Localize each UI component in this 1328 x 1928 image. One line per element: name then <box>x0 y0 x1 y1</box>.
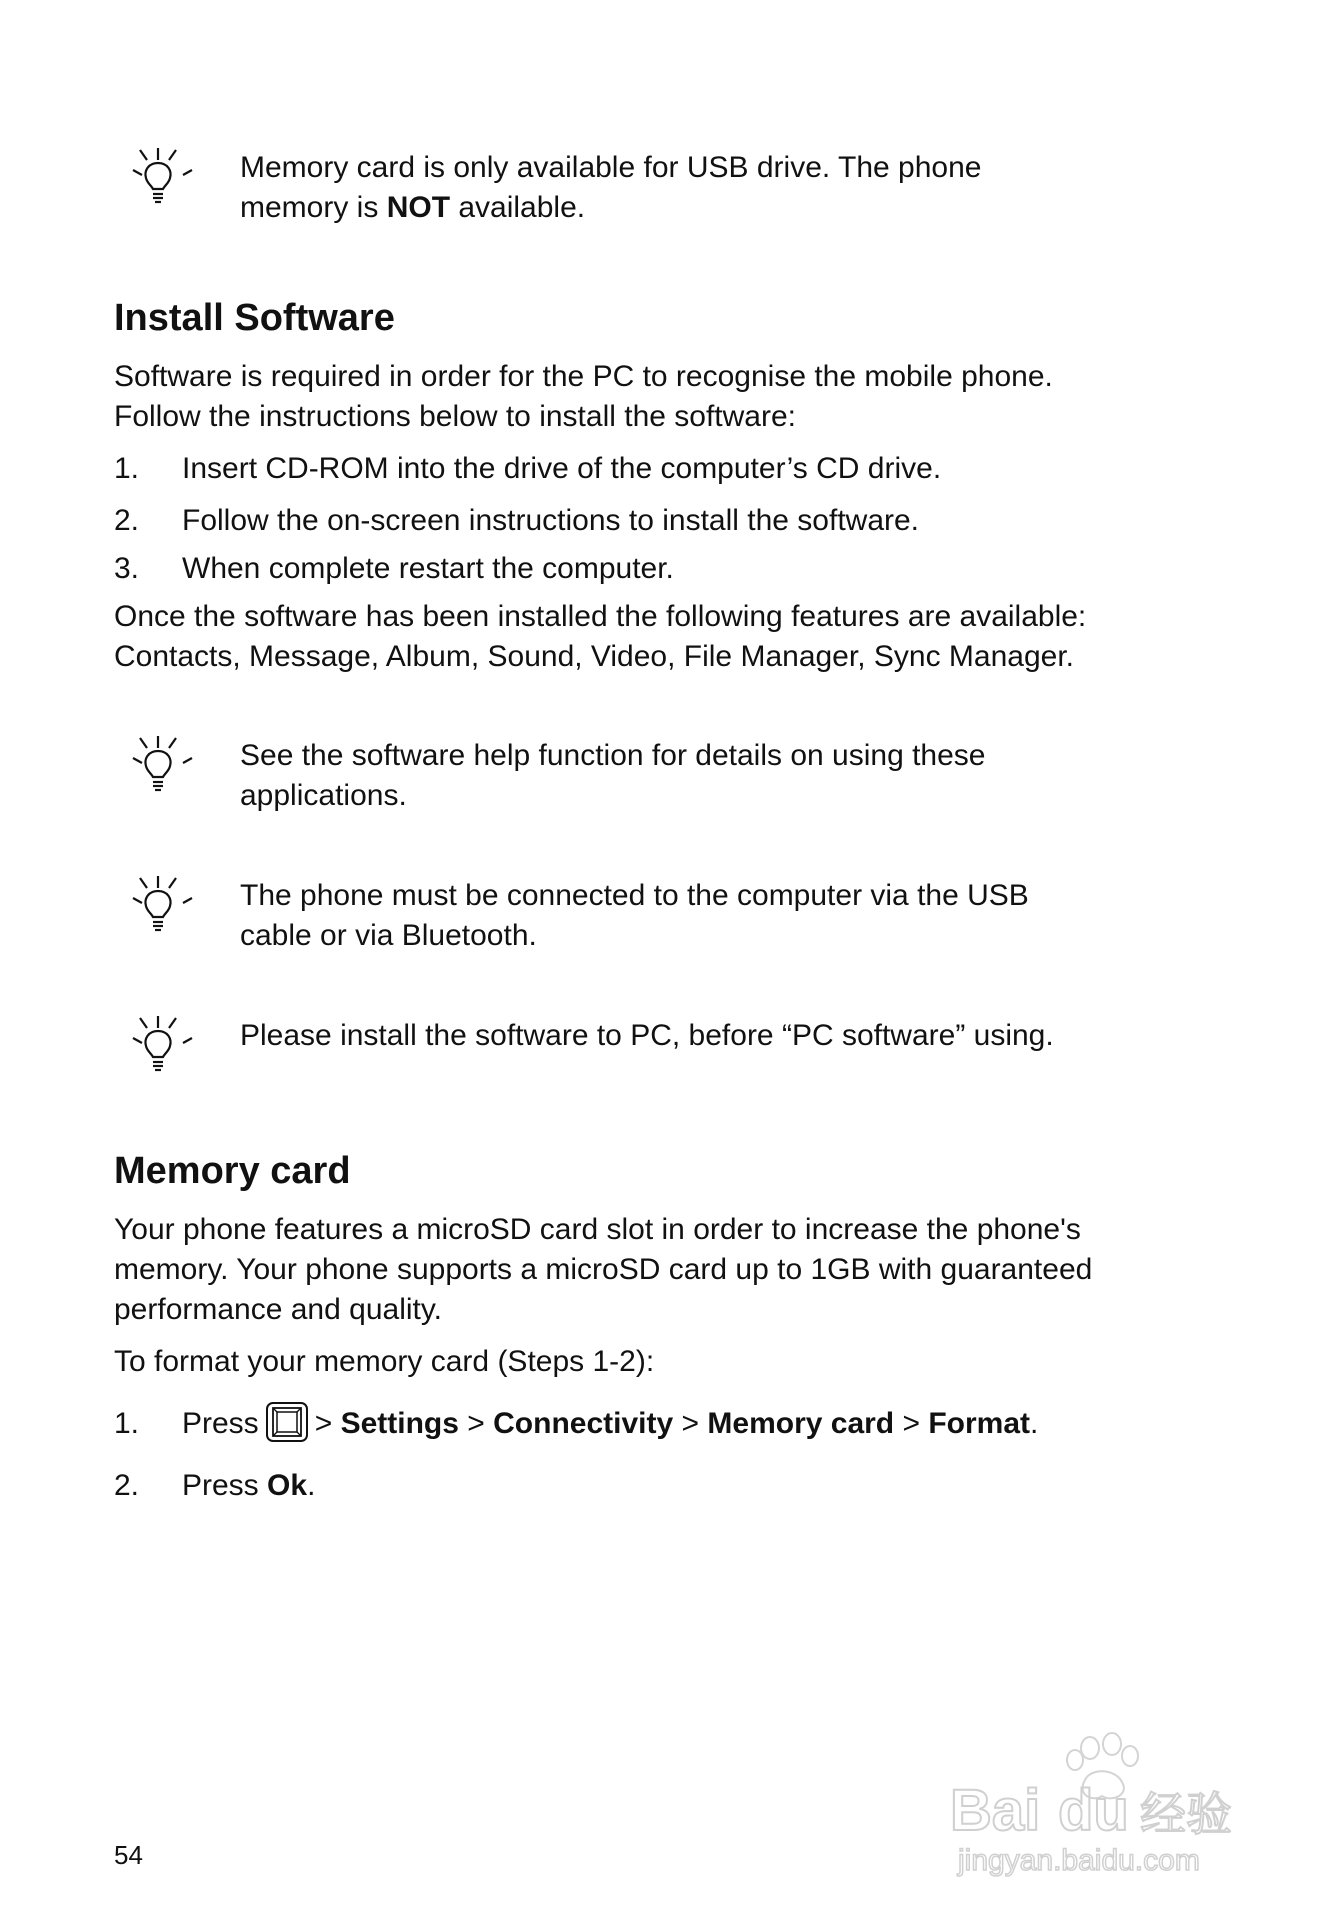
separator: > <box>314 1407 333 1440</box>
list-text <box>182 1466 315 1506</box>
svg-text:经验: 经验 <box>1140 1787 1232 1841</box>
ok-label: Ok <box>267 1469 308 1502</box>
lightbulb-icon <box>130 148 210 228</box>
note-line-post: available. <box>450 191 586 224</box>
note-line: cable or via Bluetooth. <box>240 919 537 952</box>
separator: > <box>467 1407 485 1440</box>
note-text <box>240 148 1140 228</box>
note-line: The phone must be connected to the computer via the USB <box>240 879 1029 912</box>
note-line: Please install the software to PC, before “PC software” using. <box>240 1019 1054 1052</box>
install-heading: Install Software <box>114 297 395 339</box>
lightbulb-icon <box>130 736 210 816</box>
menu-key-icon <box>265 1401 309 1443</box>
menu-path-connectivity: Connectivity <box>493 1407 674 1440</box>
watermark-url-text: jingyan.baidu.com <box>958 1844 1200 1877</box>
install-outro-line: Contacts, Message, Album, Sound, Video, File Manager, Sync Manager. <box>114 640 1074 673</box>
separator: > <box>902 1407 921 1440</box>
memory-line: performance and quality. <box>114 1293 442 1326</box>
list-text: Insert CD-ROM into the drive of the computer’s CD drive. <box>182 452 942 485</box>
page-number: 54 <box>114 1840 143 1870</box>
format-intro: To format your memory card (Steps 1-2): <box>114 1345 655 1378</box>
list-number: 2. <box>114 1469 140 1502</box>
press-label: Press <box>182 1407 259 1440</box>
note-line: applications. <box>240 779 407 812</box>
memory-line: memory. Your phone supports a microSD card up to 1GB with guaranteed <box>114 1253 1093 1286</box>
period: . <box>307 1469 316 1502</box>
baidu-watermark-logo <box>940 1730 1260 1880</box>
press-label: Press <box>182 1469 268 1502</box>
memory-line: Your phone features a microSD card slot in order to increase the phone's <box>114 1213 1081 1246</box>
note-text <box>240 876 1140 956</box>
install-outro <box>114 597 1214 677</box>
memory-heading: Memory card <box>114 1150 351 1192</box>
list-text <box>182 1404 1038 1446</box>
menu-path-format: Format <box>928 1407 1031 1440</box>
list-number: 3. <box>114 552 140 585</box>
menu-path-settings: Settings <box>340 1407 459 1440</box>
list-number: 1. <box>114 1407 140 1440</box>
list-text: When complete restart the computer. <box>182 552 674 585</box>
list-number: 1. <box>114 452 140 485</box>
install-intro-line: Software is required in order for the PC to recognise the mobile phone. <box>114 360 1053 393</box>
lightbulb-icon <box>130 876 210 956</box>
note-line: See the software help function for details on using these <box>240 739 986 772</box>
menu-path-memory-card: Memory card <box>707 1407 895 1440</box>
install-intro-line: Follow the instructions below to install the software: <box>114 400 796 433</box>
list-number: 2. <box>114 504 140 537</box>
period: . <box>1030 1407 1039 1440</box>
separator: > <box>681 1407 700 1440</box>
svg-text:du: du <box>1058 1778 1129 1843</box>
note-line: Memory card is only available for USB drive. The phone <box>240 151 982 184</box>
note-bold: NOT <box>386 191 451 224</box>
lightbulb-icon <box>130 1016 210 1096</box>
list-text: Follow the on-screen instructions to install the software. <box>182 504 920 537</box>
note-line-pre: memory is <box>240 191 387 224</box>
install-outro-line: Once the software has been installed the following features are available: <box>114 600 1087 633</box>
note-text <box>240 736 1140 816</box>
memory-paragraph <box>114 1210 1214 1330</box>
watermark-brand-text: Bai <box>950 1778 1041 1843</box>
note-text <box>240 1016 1140 1056</box>
install-intro <box>114 357 1214 437</box>
